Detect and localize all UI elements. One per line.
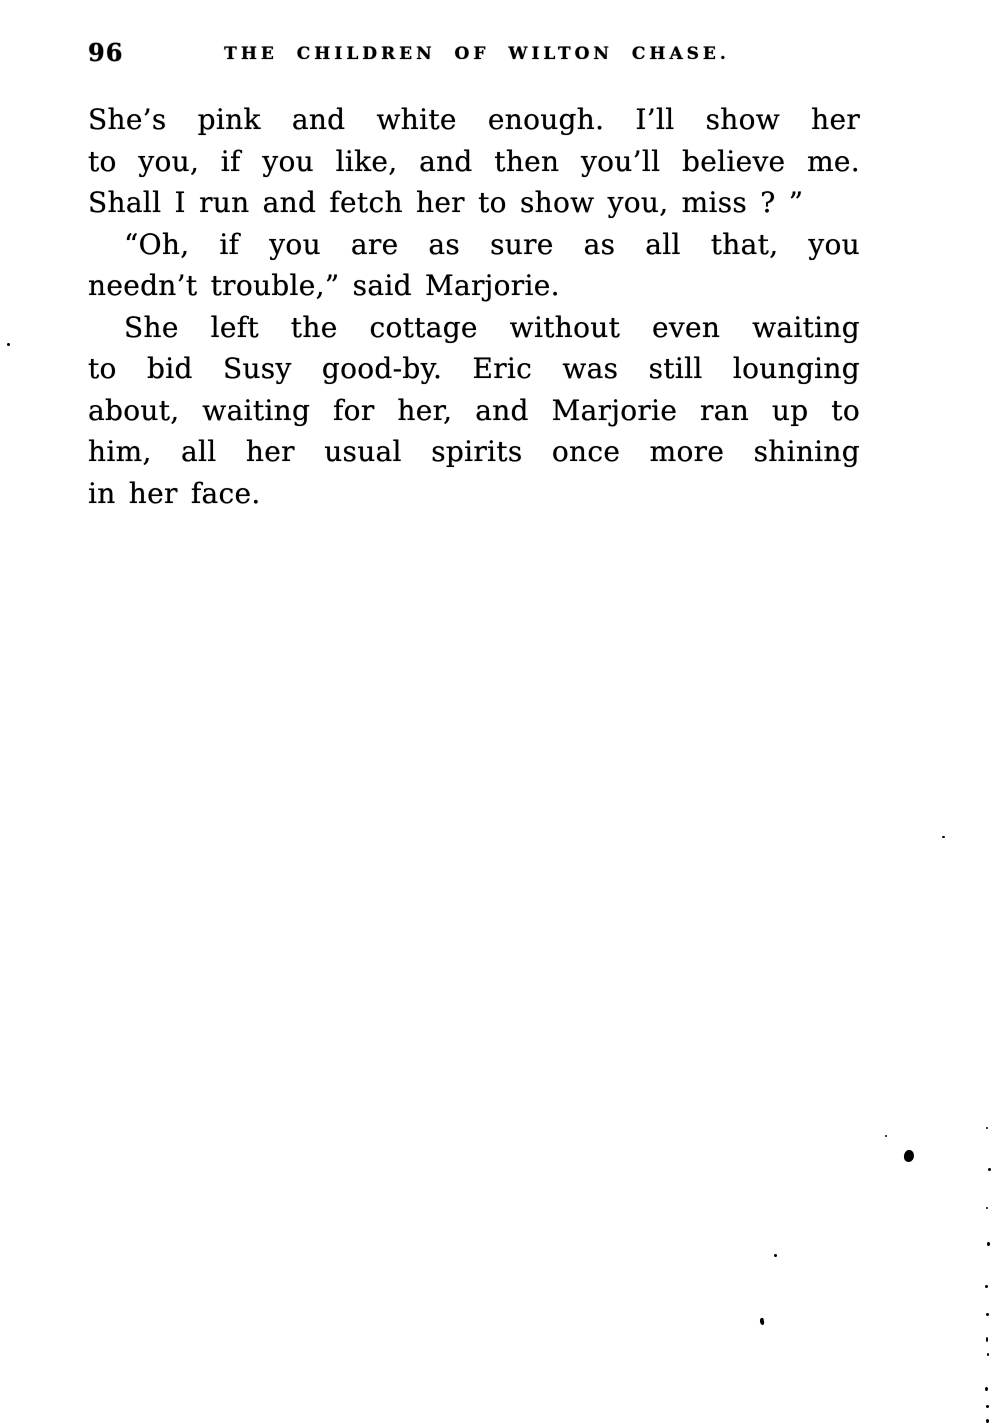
text-line: She left the cottage without even waiting — [124, 310, 860, 344]
ink-speck — [986, 1337, 988, 1342]
ink-speck — [988, 1168, 991, 1171]
text-line: in her face. — [88, 476, 261, 510]
ink-speck — [987, 1242, 990, 1246]
ink-speck — [7, 343, 10, 346]
ink-speck — [986, 1419, 989, 1423]
body-text-block — [88, 99, 860, 514]
ink-speck — [986, 1405, 989, 1408]
ink-speck — [985, 1387, 988, 1391]
text-line: to you, if you like, and then you’ll believe me. — [88, 144, 860, 178]
text-line: him, all her usual spirits once more shining — [88, 435, 860, 468]
text-line: She’s pink and white enough. I’ll show her — [88, 103, 860, 136]
ink-speck — [942, 836, 945, 838]
ink-speck — [986, 1207, 988, 1209]
text-line: “Oh, if you are as sure as all that, you — [124, 227, 860, 261]
ink-speck — [774, 1254, 777, 1257]
ink-speck — [903, 1149, 916, 1163]
ink-speck — [985, 1285, 988, 1288]
ink-speck — [885, 1135, 887, 1137]
page-number: 96 — [88, 38, 124, 67]
ink-speck — [759, 1318, 764, 1326]
ink-speck — [987, 1353, 989, 1356]
ink-speck — [986, 1127, 988, 1129]
text-line: needn’t trouble,” said Marjorie. — [88, 269, 560, 302]
running-header-title: THE CHILDREN OF WILTON CHASE. — [224, 44, 730, 64]
text-line: to bid Susy good-by. Eric was still lounging — [88, 352, 860, 385]
ink-speck — [986, 1313, 989, 1316]
text-line: about, waiting for her, and Marjorie ran up to — [88, 393, 860, 427]
text-line: Shall I run and fetch her to show you, miss ? ” — [88, 186, 804, 219]
